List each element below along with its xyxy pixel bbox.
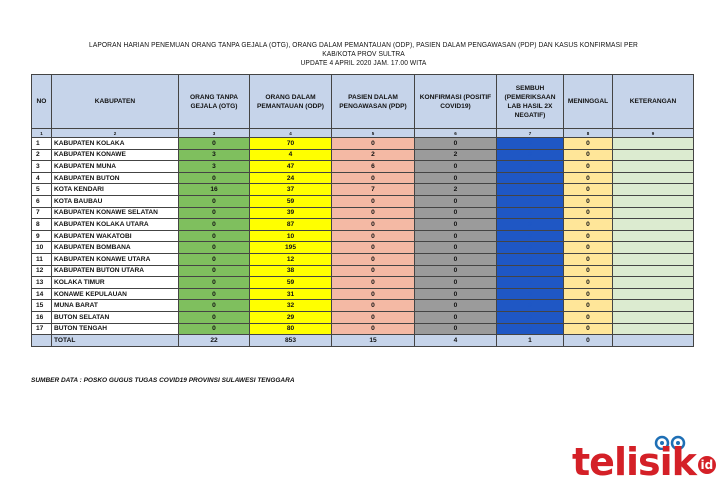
cell-kab: KABUPATEN KOLAKA UTARA [52, 219, 179, 231]
cell-otg: 0 [179, 300, 250, 312]
cell-semb: 1 [497, 184, 564, 196]
cell-odp: 29 [250, 311, 332, 323]
cell-men: 0 [564, 230, 613, 242]
cell-konf: 0 [415, 311, 497, 323]
cell-semb: 0 [497, 288, 564, 300]
cell-no: 5 [32, 184, 52, 196]
cell-konf: 2 [415, 184, 497, 196]
cell-no: 3 [32, 161, 52, 173]
cell-men: 0 [564, 184, 613, 196]
report-update: UPDATE 4 APRIL 2020 JAM. 17.00 WITA [300, 60, 427, 67]
report-subtitle: KAB/KOTA PROV SULTRA [322, 51, 405, 58]
total-keterangan [613, 335, 694, 347]
cell-otg: 0 [179, 172, 250, 184]
cell-otg: 3 [179, 149, 250, 161]
cell-pdp: 0 [332, 288, 415, 300]
cell-keterangan [613, 265, 694, 277]
cell-konf: 0 [415, 253, 497, 265]
cell-no: 4 [32, 172, 52, 184]
column-number: 7 [497, 129, 564, 138]
cell-otg: 0 [179, 138, 250, 150]
cell-keterangan [613, 207, 694, 219]
cell-otg: 0 [179, 253, 250, 265]
cell-semb: 0 [497, 323, 564, 335]
cell-keterangan [613, 323, 694, 335]
table-row [32, 195, 694, 207]
cell-men: 0 [564, 138, 613, 150]
cell-semb: 0 [497, 277, 564, 289]
cell-konf: 0 [415, 172, 497, 184]
cell-keterangan [613, 172, 694, 184]
cell-kab: KABUPATEN MUNA [52, 161, 179, 173]
cell-odp: 38 [250, 265, 332, 277]
cell-semb: 0 [497, 265, 564, 277]
cell-odp: 70 [250, 138, 332, 150]
cell-konf: 0 [415, 230, 497, 242]
cell-keterangan [613, 184, 694, 196]
table-row [32, 207, 694, 219]
cell-odp: 37 [250, 184, 332, 196]
cell-keterangan [613, 230, 694, 242]
cell-keterangan [613, 277, 694, 289]
cell-men: 0 [564, 253, 613, 265]
cell-pdp: 0 [332, 311, 415, 323]
col-odp: ORANG DALAM PEMANTAUAN (ODP) [250, 75, 332, 129]
cell-otg: 0 [179, 323, 250, 335]
cell-semb: 0 [497, 161, 564, 173]
table-row [32, 277, 694, 289]
column-number: 2 [52, 129, 179, 138]
cell-otg: 3 [179, 161, 250, 173]
cell-otg: 0 [179, 288, 250, 300]
cell-konf: 2 [415, 149, 497, 161]
report-title: LAPORAN HARIAN PENEMUAN ORANG TANPA GEJALA (OTG), ORANG DALAM PEMANTAUAN (ODP), PASIEN DALAM PENGAWASAN (PDP) DAN KASUS KONFIRMASI PER [89, 42, 638, 49]
table-row [32, 311, 694, 323]
cell-odp: 32 [250, 300, 332, 312]
cell-odp: 80 [250, 323, 332, 335]
cell-no: 16 [32, 311, 52, 323]
covid-report-table [31, 74, 694, 347]
cell-odp: 12 [250, 253, 332, 265]
col-konfirmasi: KONFIRMASI (POSITIF COVID19) [415, 75, 497, 129]
column-number: 8 [564, 129, 613, 138]
cell-kab: KABUPATEN KONAWE UTARA [52, 253, 179, 265]
cell-men: 0 [564, 265, 613, 277]
header-row [32, 75, 694, 129]
cell-pdp: 0 [332, 323, 415, 335]
cell-keterangan [613, 300, 694, 312]
total-no [32, 335, 52, 347]
cell-otg: 0 [179, 265, 250, 277]
cell-odp: 39 [250, 207, 332, 219]
cell-pdp: 2 [332, 149, 415, 161]
cell-men: 0 [564, 242, 613, 254]
cell-pdp: 0 [332, 207, 415, 219]
cell-konf: 0 [415, 161, 497, 173]
cell-no: 11 [32, 253, 52, 265]
total-sembuh: 1 [497, 335, 564, 347]
cell-no: 10 [32, 242, 52, 254]
cell-no: 9 [32, 230, 52, 242]
cell-pdp: 0 [332, 265, 415, 277]
cell-kab: KOTA KENDARI [52, 184, 179, 196]
total-pdp: 15 [332, 335, 415, 347]
cell-kab: KOTA BAUBAU [52, 195, 179, 207]
total-konfirmasi: 4 [415, 335, 497, 347]
cell-kab: KABUPATEN BUTON UTARA [52, 265, 179, 277]
cell-no: 12 [32, 265, 52, 277]
cell-no: 7 [32, 207, 52, 219]
total-row [32, 335, 694, 347]
cell-keterangan [613, 253, 694, 265]
cell-men: 0 [564, 207, 613, 219]
cell-semb: 0 [497, 230, 564, 242]
cell-konf: 0 [415, 219, 497, 231]
cell-odp: 59 [250, 277, 332, 289]
cell-pdp: 0 [332, 219, 415, 231]
logo-badge: id [698, 456, 716, 474]
logo-text: telisik [572, 440, 696, 484]
cell-keterangan [613, 195, 694, 207]
table-row [32, 242, 694, 254]
cell-semb: 0 [497, 219, 564, 231]
column-number: 6 [415, 129, 497, 138]
cell-odp: 59 [250, 195, 332, 207]
cell-semb: 0 [497, 195, 564, 207]
total-odp: 853 [250, 335, 332, 347]
cell-no: 14 [32, 288, 52, 300]
cell-men: 0 [564, 195, 613, 207]
column-number: 1 [32, 129, 52, 138]
cell-men: 0 [564, 161, 613, 173]
cell-odp: 24 [250, 172, 332, 184]
column-number-row [32, 129, 694, 138]
cell-otg: 0 [179, 277, 250, 289]
col-pdp: PASIEN DALAM PENGAWASAN (PDP) [332, 75, 415, 129]
cell-no: 17 [32, 323, 52, 335]
table-row [32, 300, 694, 312]
table-row [32, 230, 694, 242]
cell-pdp: 0 [332, 195, 415, 207]
cell-otg: 0 [179, 230, 250, 242]
cell-semb: 0 [497, 138, 564, 150]
cell-odp: 31 [250, 288, 332, 300]
cell-pdp: 0 [332, 172, 415, 184]
column-number: 4 [250, 129, 332, 138]
cell-kab: KABUPATEN KONAWE SELATAN [52, 207, 179, 219]
cell-konf: 0 [415, 207, 497, 219]
total-meninggal: 0 [564, 335, 613, 347]
cell-men: 0 [564, 300, 613, 312]
table-row [32, 288, 694, 300]
cell-pdp: 0 [332, 300, 415, 312]
cell-kab: KABUPATEN KONAWE [52, 149, 179, 161]
table-row [32, 149, 694, 161]
cell-otg: 0 [179, 219, 250, 231]
cell-otg: 0 [179, 242, 250, 254]
table-row [32, 253, 694, 265]
cell-odp: 4 [250, 149, 332, 161]
cell-keterangan [613, 149, 694, 161]
cell-odp: 195 [250, 242, 332, 254]
cell-semb: 0 [497, 149, 564, 161]
cell-otg: 0 [179, 207, 250, 219]
table-row [32, 161, 694, 173]
column-number: 9 [613, 129, 694, 138]
cell-semb: 0 [497, 311, 564, 323]
col-sembuh: SEMBUH (PEMERIKSAAN LAB HASIL 2X NEGATIF) [497, 75, 564, 129]
cell-kab: KOLAKA TIMUR [52, 277, 179, 289]
cell-odp: 87 [250, 219, 332, 231]
cell-konf: 0 [415, 138, 497, 150]
cell-semb: 0 [497, 172, 564, 184]
cell-otg: 16 [179, 184, 250, 196]
cell-no: 2 [32, 149, 52, 161]
cell-kab: KABUPATEN WAKATOBI [52, 230, 179, 242]
cell-keterangan [613, 311, 694, 323]
col-otg: ORANG TANPA GEJALA (OTG) [179, 75, 250, 129]
col-kabupaten: KABUPATEN [52, 75, 179, 129]
cell-no: 15 [32, 300, 52, 312]
cell-pdp: 0 [332, 277, 415, 289]
table-row [32, 323, 694, 335]
cell-semb: 0 [497, 207, 564, 219]
total-label: TOTAL [52, 335, 179, 347]
cell-kab: KABUPATEN KOLAKA [52, 138, 179, 150]
column-number: 5 [332, 129, 415, 138]
cell-odp: 10 [250, 230, 332, 242]
cell-keterangan [613, 242, 694, 254]
cell-keterangan [613, 219, 694, 231]
cell-keterangan [613, 288, 694, 300]
cell-men: 0 [564, 311, 613, 323]
cell-pdp: 0 [332, 242, 415, 254]
cell-kab: KONAWE KEPULAUAN [52, 288, 179, 300]
cell-semb: 0 [497, 300, 564, 312]
table-row [32, 265, 694, 277]
cell-kab: MUNA BARAT [52, 300, 179, 312]
cell-keterangan [613, 138, 694, 150]
cell-men: 0 [564, 323, 613, 335]
cell-semb: 0 [497, 242, 564, 254]
cell-otg: 0 [179, 195, 250, 207]
col-no: NO [32, 75, 52, 129]
total-otg: 22 [179, 335, 250, 347]
cell-pdp: 0 [332, 253, 415, 265]
cell-no: 1 [32, 138, 52, 150]
cell-konf: 0 [415, 300, 497, 312]
table-row [32, 219, 694, 231]
cell-no: 8 [32, 219, 52, 231]
cell-men: 0 [564, 172, 613, 184]
table-row [32, 172, 694, 184]
cell-pdp: 7 [332, 184, 415, 196]
cell-konf: 0 [415, 265, 497, 277]
cell-pdp: 0 [332, 230, 415, 242]
table-row [32, 138, 694, 150]
cell-otg: 0 [179, 311, 250, 323]
cell-kab: BUTON SELATAN [52, 311, 179, 323]
data-source: SUMBER DATA : POSKO GUGUS TUGAS COVID19 PROVINSI SULAWESI TENGGARA [31, 377, 295, 384]
table-row [32, 184, 694, 196]
cell-no: 13 [32, 277, 52, 289]
cell-men: 0 [564, 288, 613, 300]
cell-pdp: 0 [332, 138, 415, 150]
telisik-logo [572, 440, 716, 484]
column-number: 3 [179, 129, 250, 138]
col-keterangan: KETERANGAN [613, 75, 694, 129]
cell-kab: KABUPATEN BOMBANA [52, 242, 179, 254]
cell-kab: BUTON TENGAH [52, 323, 179, 335]
cell-kab: KABUPATEN BUTON [52, 172, 179, 184]
cell-konf: 0 [415, 323, 497, 335]
cell-odp: 47 [250, 161, 332, 173]
cell-no: 6 [32, 195, 52, 207]
cell-konf: 0 [415, 242, 497, 254]
cell-men: 0 [564, 149, 613, 161]
cell-konf: 0 [415, 277, 497, 289]
cell-semb: 0 [497, 253, 564, 265]
cell-konf: 0 [415, 288, 497, 300]
cell-men: 0 [564, 219, 613, 231]
cell-men: 0 [564, 277, 613, 289]
cell-pdp: 6 [332, 161, 415, 173]
cell-konf: 0 [415, 195, 497, 207]
col-meninggal: MENINGGAL [564, 75, 613, 129]
cell-keterangan [613, 161, 694, 173]
